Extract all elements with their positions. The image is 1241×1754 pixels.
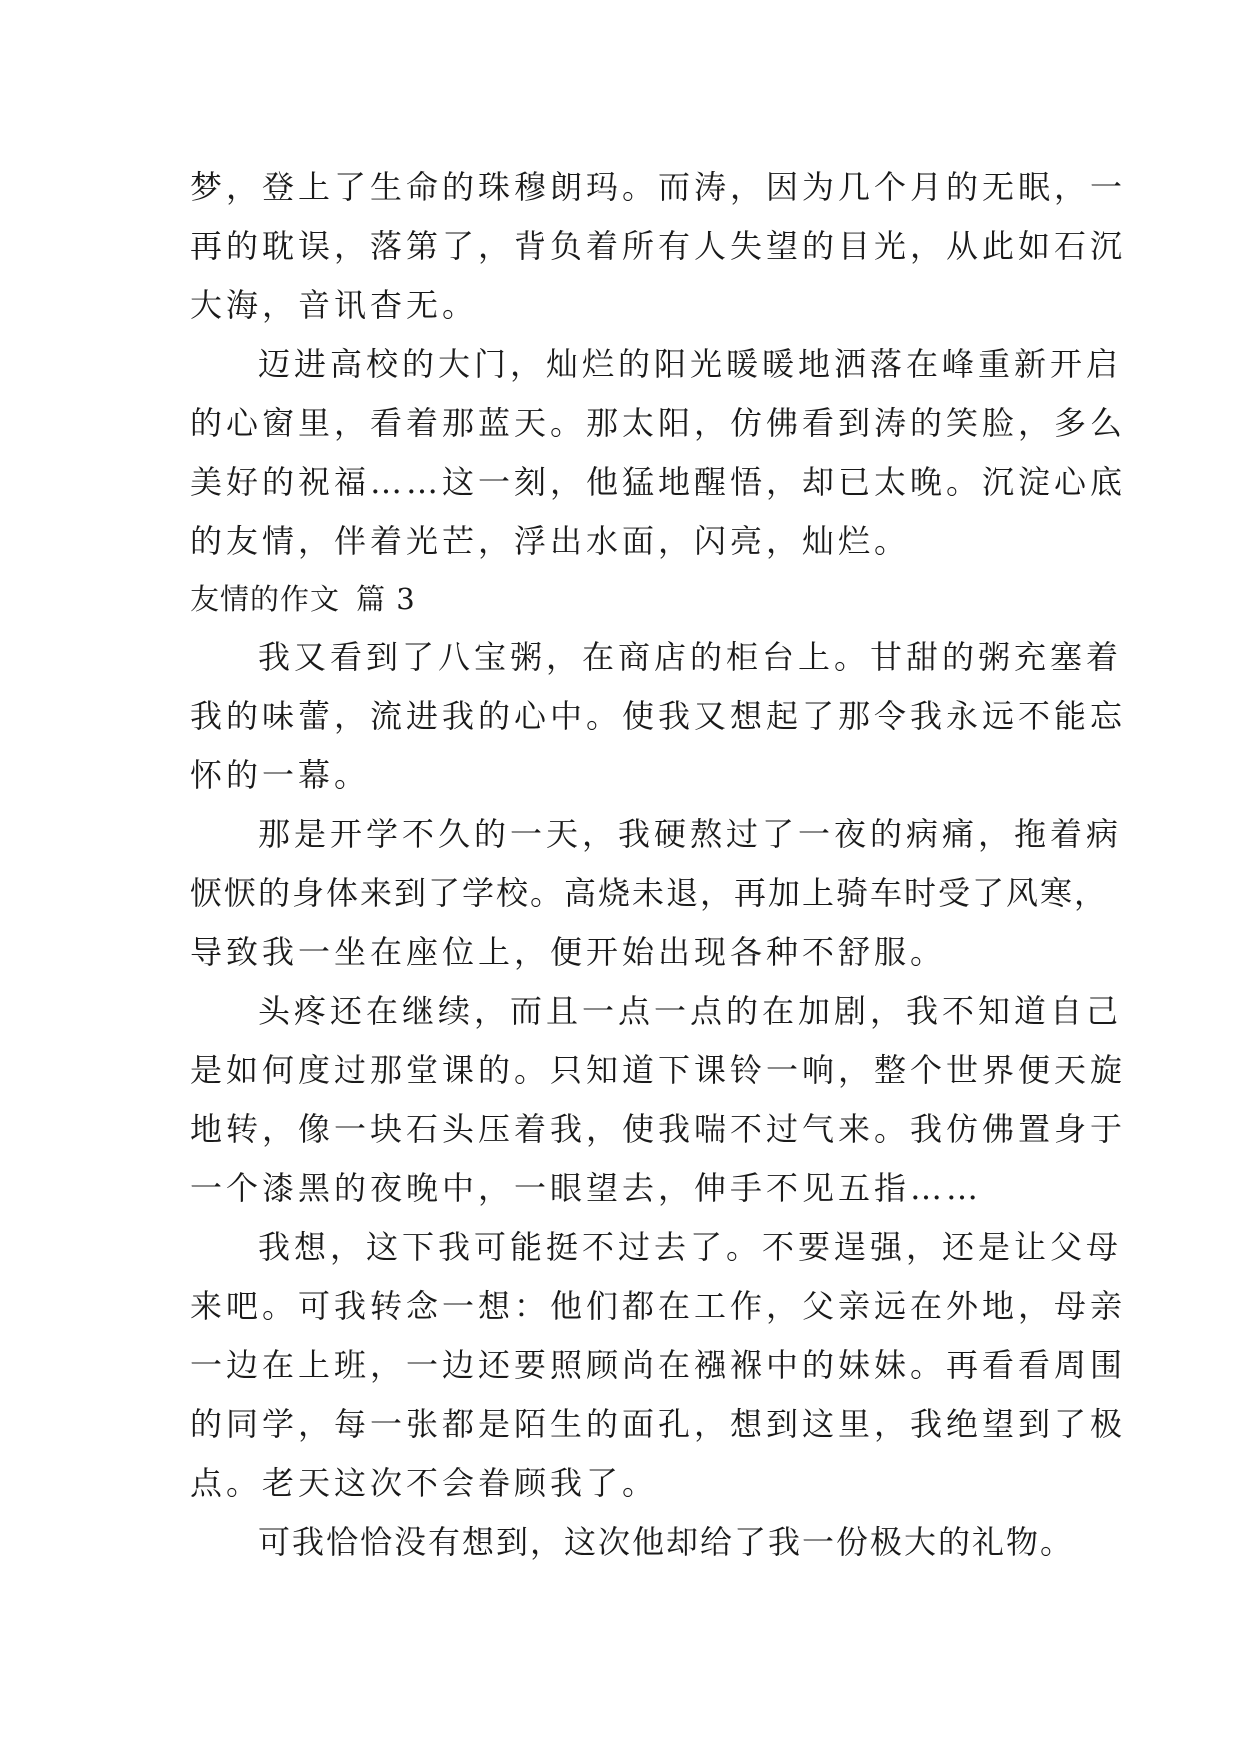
text-line: 是如何度过那堂课的。只知道下课铃一响，整个世界便天旋 bbox=[190, 1051, 1127, 1089]
text-line: 大海，音讯杳无。 bbox=[190, 286, 479, 324]
section-heading bbox=[190, 571, 1070, 628]
document-body bbox=[190, 158, 1127, 1572]
text-line: 我想，这下我可能挺不过去了。不要逞强，还是让父母 bbox=[258, 1228, 1123, 1266]
text-line: 那是开学不久的一天，我硬熬过了一夜的病痛，拖着病 bbox=[258, 815, 1123, 853]
text-line: 地转，像一块石头压着我，使我喘不过气来。我仿佛置身于 bbox=[190, 1110, 1127, 1148]
text-line: 头疼还在继续，而且一点一点的在加剧，我不知道自己 bbox=[258, 992, 1123, 1030]
text-line: 的同学，每一张都是陌生的面孔，想到这里，我绝望到了极 bbox=[190, 1405, 1127, 1443]
text-line: 我又看到了八宝粥，在商店的柜台上。甘甜的粥充塞着 bbox=[258, 638, 1123, 676]
paragraph bbox=[190, 982, 1127, 1218]
paragraph bbox=[190, 335, 1127, 571]
paragraph bbox=[190, 805, 1123, 982]
text-line: 我的味蕾，流进我的心中。使我又想起了那令我永远不能忘 bbox=[190, 697, 1127, 735]
text-line: 一个漆黑的夜晚中，一眼望去，伸手不见五指…… bbox=[190, 1169, 983, 1207]
text-line: 的友情，伴着光芒，浮出水面，闪亮，灿烂。 bbox=[190, 522, 911, 560]
paragraph bbox=[190, 1218, 1127, 1513]
text-line: 的心窗里，看着那蓝天。那太阳，仿佛看到涛的笑脸，多么 bbox=[190, 404, 1127, 442]
paragraph bbox=[190, 1513, 1075, 1572]
text-line: 迈进高校的大门，灿烂的阳光暖暖地洒落在峰重新开启 bbox=[258, 345, 1123, 383]
text-line: 一边在上班，一边还要照顾尚在襁褓中的妹妹。再看看周围 bbox=[190, 1346, 1127, 1384]
text-line: 怀的一幕。 bbox=[190, 756, 371, 794]
text-line: 再的耽误，落第了，背负着所有人失望的目光，从此如石沉 bbox=[190, 227, 1127, 265]
section-title: 友情的作文 bbox=[190, 582, 341, 616]
paragraph bbox=[190, 628, 1127, 805]
text-line: 恹恹的身体来到了学校。高烧未退，再加上骑车时受了风寒， bbox=[190, 874, 1109, 912]
text-line: 来吧。可我转念一想：他们都在工作，父亲远在外地，母亲 bbox=[190, 1287, 1127, 1325]
text-line: 可我恰恰没有想到，这次他却给了我一份极大的礼物。 bbox=[258, 1523, 1075, 1561]
text-line: 美好的祝福……这一刻，他猛地醒悟，却已太晚。沉淀心底 bbox=[190, 463, 1127, 501]
paragraph-continuation bbox=[190, 158, 1127, 335]
section-number: 篇 3 bbox=[356, 582, 416, 616]
text-line: 梦，登上了生命的珠穆朗玛。而涛，因为几个月的无眠，一 bbox=[190, 168, 1127, 206]
text-line: 导致我一坐在座位上，便开始出现各种不舒服。 bbox=[190, 933, 947, 971]
text-line: 点。老天这次不会眷顾我了。 bbox=[190, 1464, 659, 1502]
